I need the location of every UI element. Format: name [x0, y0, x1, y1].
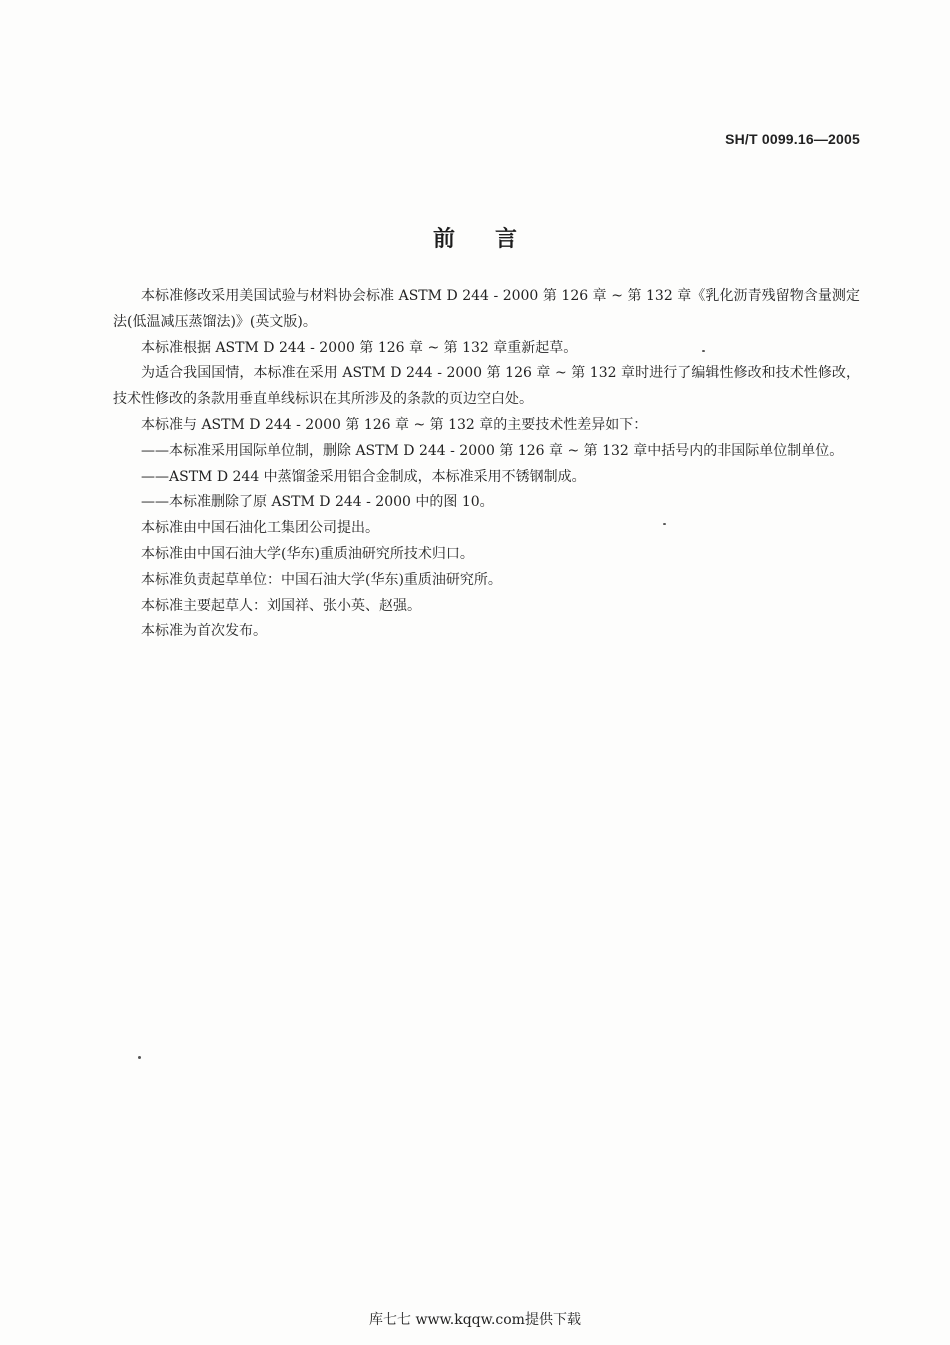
paragraph-drafting-unit: 本标准负责起草单位：中国石油大学(华东)重质油研究所。 — [141, 571, 502, 588]
paragraph-difference-material: ——ASTM D 244 中蒸馏釜采用铝合金制成，本标准采用不锈钢制成。 — [141, 468, 586, 485]
paragraph-difference-figure: ——本标准删除了原 ASTM D 244 - 2000 中的图 10。 — [141, 494, 494, 511]
paragraph-first-issue: 本标准为首次发布。 — [141, 623, 267, 640]
paragraph-drafters: 本标准主要起草人：刘国祥、张小英、赵强。 — [141, 597, 421, 614]
scan-speck — [663, 523, 666, 525]
paragraph-differences-intro: 本标准与 ASTM D 244 - 2000 第 126 章 ~ 第 132 章的主要技术性差异如下： — [141, 416, 648, 433]
paragraph-adoption: 本标准修改采用美国试验与材料协会标准 ASTM D 244 - 2000 第 126 章 ~ 第 132 章《乳化沥青残留物含量测定法(低温减压蒸馏法)》(英文版)。 — [113, 288, 860, 330]
paragraph-difference-units: ——本标准采用国际单位制，删除 ASTM D 244 - 2000 第 126 章 ~ 第 132 章中括号内的非国际单位制单位。 — [141, 442, 844, 459]
scan-speck — [702, 350, 705, 352]
paragraph-centralized-by: 本标准由中国石油大学(华东)重质油研究所技术归口。 — [141, 545, 474, 562]
scan-speck — [138, 1056, 141, 1059]
paragraph-modifications: 为适合我国国情，本标准在采用 ASTM D 244 - 2000 第 126 章 ~ 第 132 章时进行了编辑性修改和技术性修改，技术性修改的条款用垂直单线标识在其所涉及的条款的页边空白处。 — [113, 365, 860, 408]
standard-number: SH/T 0099.16—2005 — [725, 131, 860, 147]
paragraph-redrafted: 本标准根据 ASTM D 244 - 2000 第 126 章 ~ 第 132 章重新起草。 — [141, 339, 578, 356]
foreword-body — [113, 284, 860, 645]
paragraph-proposed-by: 本标准由中国石油化工集团公司提出。 — [141, 520, 379, 537]
page-title: 前言 — [432, 227, 557, 252]
download-footer: 库七七 www.kqqw.com提供下载 — [369, 1312, 581, 1328]
